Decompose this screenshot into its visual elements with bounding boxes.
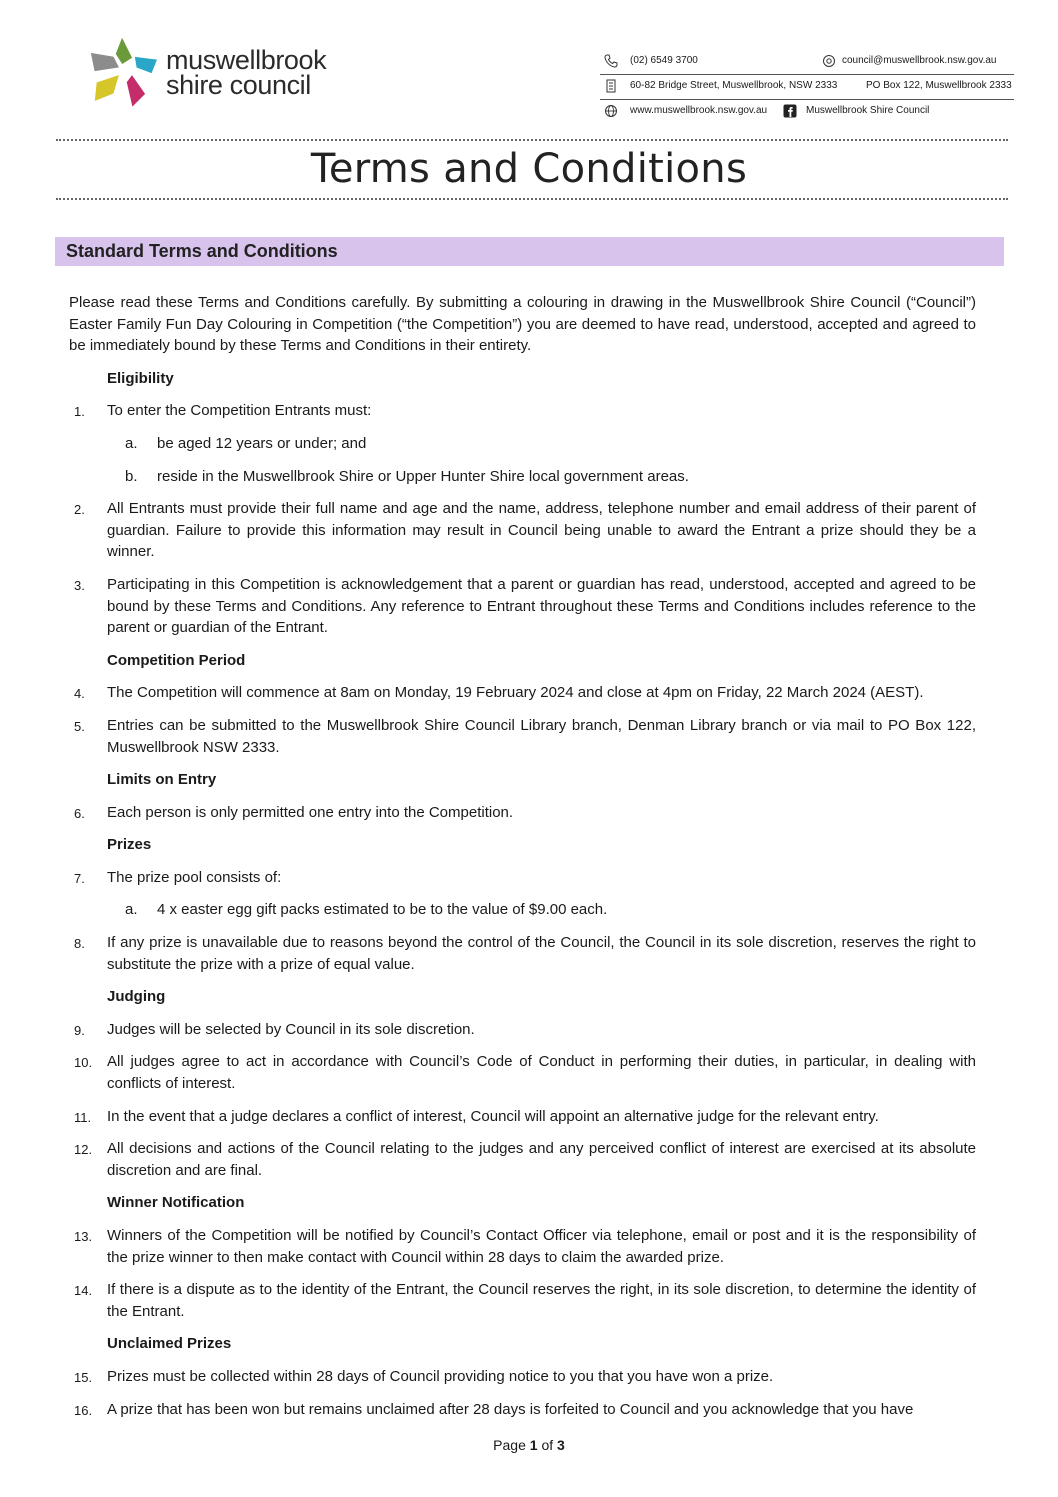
list-item	[69, 498, 976, 563]
list-item	[69, 715, 976, 758]
item-number: 12.	[74, 1142, 93, 1158]
council-logo	[86, 32, 356, 114]
facebook-link[interactable]: Muswellbrook Shire Council	[806, 105, 930, 116]
contact-block	[600, 50, 1014, 124]
list-item	[69, 867, 976, 889]
item-number: 9.	[74, 1022, 85, 1038]
item-text: Judges will be selected by Council in its sole discretion.	[107, 1020, 475, 1038]
sub-item-text: be aged 12 years or under; and	[157, 434, 367, 452]
list-item	[69, 1399, 976, 1421]
subhead-winner-notification: Winner Notification	[107, 1194, 245, 1212]
email-address[interactable]: council@muswellbrook.nsw.gov.au	[842, 55, 997, 66]
sub-item-letter: b.	[125, 467, 138, 485]
item-text: Entries can be submitted to the Muswellbrook Shire Council Library branch, Denman Library branch or via mail to PO Box 122, Muswellbrook NSW 2333.	[107, 716, 976, 756]
terms-content	[69, 292, 976, 1420]
item-text: To enter the Competition Entrants must:	[107, 402, 372, 420]
page-footer	[0, 1437, 1058, 1453]
item-number: 14.	[74, 1283, 93, 1299]
list-item	[69, 1279, 976, 1322]
website-link[interactable]: www.muswellbrook.nsw.gov.au	[630, 105, 768, 116]
globe-icon	[604, 104, 618, 118]
item-text: All judges agree to act in accordance with Council’s Code of Conduct in performing their duties, in particular, in dealing with conflicts of interest.	[107, 1053, 976, 1093]
list-item	[69, 574, 976, 639]
item-number: 2.	[74, 502, 85, 518]
item-number: 3.	[74, 577, 85, 593]
logo-wordmark	[166, 45, 327, 100]
street-address: 60-82 Bridge Street, Muswellbrook, NSW 2333	[630, 80, 838, 91]
facebook-icon	[783, 104, 797, 118]
sub-item	[69, 433, 976, 455]
list-item	[69, 932, 976, 975]
item-number: 7.	[74, 870, 85, 886]
section-header-bar	[55, 237, 1004, 266]
item-text: Each person is only permitted one entry into the Competition.	[107, 803, 514, 821]
item-text: A prize that has been won but remains unclaimed after 28 days is forfeited to Council and you acknowledge that you have	[107, 1400, 914, 1418]
item-text: The Competition will commence at 8am on Monday, 19 February 2024 and close at 4pm on Friday, 22 March 2024 (AEST).	[107, 684, 924, 702]
item-number: 13.	[74, 1229, 93, 1244]
item-text: In the event that a judge declares a conflict of interest, Council will appoint an alternative judge for the relevant entry.	[107, 1107, 879, 1125]
subhead-competition-period: Competition Period	[107, 651, 246, 669]
sub-item-letter: a.	[125, 901, 138, 919]
logo-line-2: shire council	[166, 70, 311, 100]
footer-of-word: of	[541, 1437, 554, 1453]
email-icon	[822, 54, 836, 68]
sub-item	[69, 466, 976, 488]
footer-page-word: Page	[493, 1437, 526, 1453]
item-text: The prize pool consists of:	[107, 868, 282, 886]
footer-current-page: 1	[529, 1437, 538, 1453]
subhead-prizes: Prizes	[107, 836, 152, 854]
list-item	[69, 1019, 976, 1041]
item-number: 16.	[74, 1402, 93, 1418]
sub-item	[69, 899, 976, 921]
list-item	[69, 802, 976, 824]
contact-row-1	[600, 50, 1014, 74]
building-icon	[604, 79, 618, 93]
dotted-divider-bottom	[56, 198, 1008, 200]
page-title: Terms and Conditions	[310, 146, 748, 192]
item-number: 8.	[74, 936, 85, 952]
sub-item-letter: a.	[125, 434, 138, 452]
logo-line-1: muswellbrook	[166, 45, 327, 75]
subhead-judging: Judging	[107, 988, 166, 1006]
item-number: 1.	[74, 404, 85, 420]
phone-number[interactable]: (02) 6549 3700	[630, 55, 698, 66]
item-number: 15.	[74, 1369, 93, 1385]
list-item	[69, 682, 976, 704]
item-number: 10.	[74, 1055, 93, 1071]
item-text: Winners of the Competition will be notified by Council’s Contact Officer via telephone, email or post and it is the responsibility of the prize winner to then make contact with Council within 28 days to claim the awarded prize.	[107, 1227, 976, 1266]
list-item	[69, 400, 976, 422]
dotted-divider-top	[56, 139, 1008, 141]
po-box: PO Box 122, Muswellbrook 2333	[866, 80, 1012, 91]
item-number: 11.	[74, 1109, 92, 1125]
item-number: 5.	[74, 718, 85, 734]
item-text: All decisions and actions of the Council relating to the judges and any perceived conflict of interest are exercised at its absolute discretion and are final.	[107, 1140, 976, 1179]
item-number: 4.	[74, 686, 85, 702]
item-number: 6.	[74, 805, 85, 821]
sub-item-text: 4 x easter egg gift packs estimated to be to the value of $9.00 each.	[157, 901, 608, 919]
sub-item-text: reside in the Muswellbrook Shire or Upper Hunter Shire local government areas.	[157, 467, 689, 485]
star-logo-icon	[86, 32, 162, 112]
item-text: Prizes must be collected within 28 days of Council providing notice to you that you have won a prize.	[107, 1367, 774, 1385]
contact-row-2	[600, 74, 1014, 99]
item-text: Participating in this Competition is acknowledgement that a parent or guardian has read, understood, accepted and agreed to be bound by these Terms and Conditions. Any reference to Entrant throughout these Terms and Conditions includes reference to the parent or guardian of the Entrant.	[107, 575, 976, 637]
list-item	[69, 1138, 976, 1181]
subhead-unclaimed-prizes: Unclaimed Prizes	[107, 1335, 232, 1353]
section-title: Standard Terms and Conditions	[66, 241, 338, 261]
footer-total-pages: 3	[557, 1437, 565, 1453]
contact-row-3	[600, 99, 1014, 124]
subhead-eligibility: Eligibility	[107, 369, 174, 387]
list-item	[69, 1366, 976, 1388]
item-text: If there is a dispute as to the identity of the Entrant, the Council reserves the right, in its sole discretion, to determine the identity of the Entrant.	[107, 1281, 976, 1320]
item-text: If any prize is unavailable due to reasons beyond the control of the Council, the Council in its sole discretion, reserves the right to substitute the prize with a prize of equal value.	[107, 934, 976, 973]
list-item	[69, 1225, 976, 1268]
item-text: All Entrants must provide their full name and age and the name, address, telephone number and email address of their parent of guardian. Failure to provide this information may result in Council being unable to award the Entrant a prize should they be a winner.	[107, 500, 976, 561]
intro-paragraph: Please read these Terms and Conditions carefully. By submitting a colouring in drawing in the Muswellbrook Shire Council (“Council”) Easter Family Fun Day Colouring in Competition (“the Competition”) you are deemed to have read, understood, accepted and agreed to be immediately bound by these Terms and Conditions in their entirety.	[69, 294, 976, 355]
phone-icon	[604, 54, 618, 68]
list-item	[69, 1106, 976, 1128]
list-item	[69, 1051, 976, 1094]
subhead-limits-on-entry: Limits on Entry	[107, 771, 217, 789]
